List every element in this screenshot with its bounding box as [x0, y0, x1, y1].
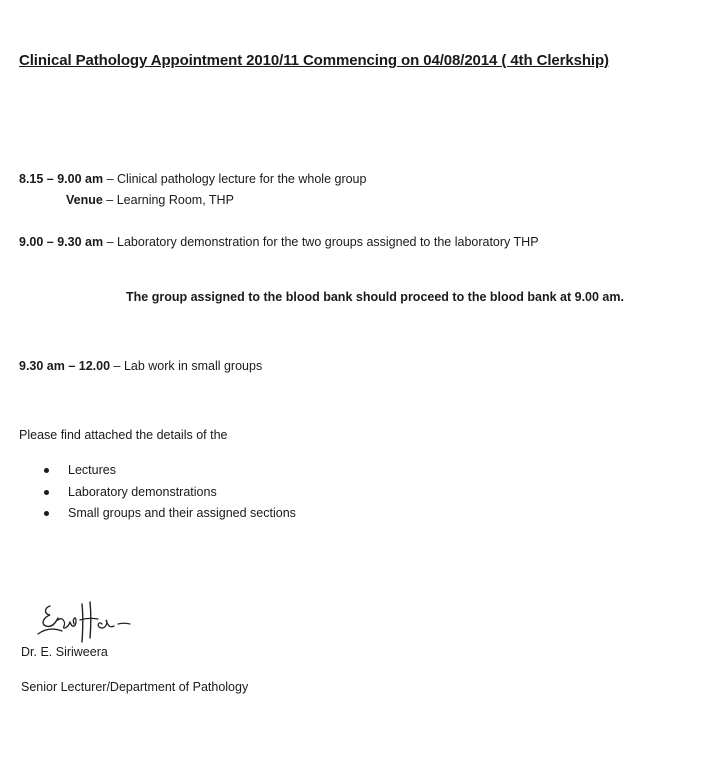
bullet-icon [44, 468, 49, 473]
list-item [40, 506, 296, 528]
attachments-intro: Please find attached the details of the [19, 428, 228, 442]
list-item [40, 485, 296, 507]
list-item-label: Laboratory demonstrations [68, 484, 217, 499]
attachments-list [40, 463, 296, 528]
signatory-name: Dr. E. Siriweera [21, 645, 108, 659]
schedule-description: – Clinical pathology lecture for the whole group [103, 172, 367, 186]
list-item-label: Lectures [68, 463, 116, 477]
venue-label: Venue [66, 193, 103, 207]
handwritten-signature [36, 598, 136, 646]
schedule-time: 9.00 – 9.30 am [19, 235, 104, 249]
list-item-label: Small groups and their assigned sections [68, 506, 296, 520]
bullet-icon [44, 511, 49, 516]
signatory-role: Senior Lecturer/Department of Pathology [21, 680, 249, 694]
bullet-icon [44, 490, 49, 495]
schedule-item-lab-work [19, 359, 262, 373]
blood-bank-notice: The group assigned to the blood bank should proceed to the blood bank at 9.00 am. [126, 290, 624, 304]
venue-line [66, 193, 234, 207]
schedule-item-demonstration [19, 235, 539, 249]
list-item [40, 463, 296, 485]
schedule-item-lecture [19, 172, 366, 186]
venue-value: – Learning Room, THP [102, 193, 234, 207]
schedule-description: – Laboratory demonstration for the two groups assigned to the laboratory THP [103, 235, 539, 249]
schedule-time: 8.15 – 9.00 am [19, 172, 104, 186]
schedule-time: 9.30 am – 12.00 [19, 359, 111, 373]
document-title: Clinical Pathology Appointment 2010/11 Commencing on 04/08/2014 ( 4th Clerkship) [19, 52, 609, 69]
schedule-description: – Lab work in small groups [110, 359, 263, 373]
